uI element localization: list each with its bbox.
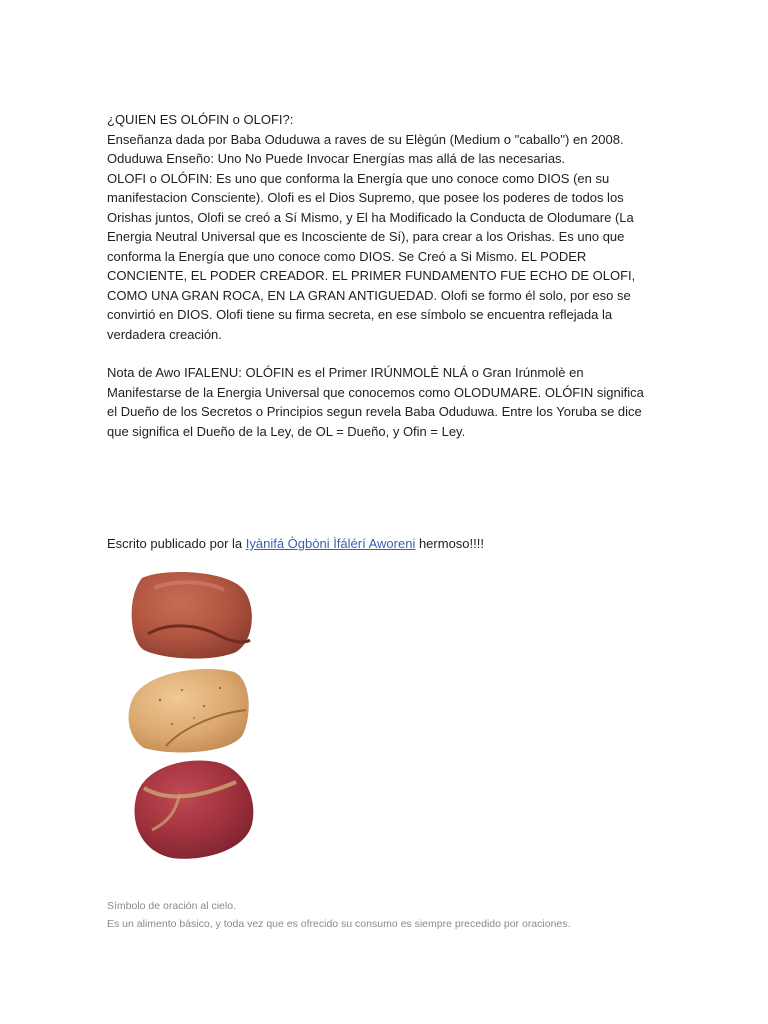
caption-line-2: Es un alimento básico, y toda vez que es ofrecido su consumo es siempre precedido por oraciones. xyxy=(107,917,571,930)
seed-top xyxy=(132,572,252,659)
image-caption xyxy=(107,898,570,933)
text-line: manifestacion Consciente). Olofi es el Dios Supremo, que posee los poderes de todos los xyxy=(107,190,624,205)
caption-line-1: Símbolo de oración al cielo. xyxy=(107,900,236,912)
kola-nut-image xyxy=(124,568,264,868)
heading-line: ¿QUIEN ES OLÓFIN o OLOFI?: xyxy=(107,112,294,127)
author-link[interactable]: Iyànifá Ògbòni Ìfálérí Aworeni xyxy=(245,536,416,551)
text-line: Nota de Awo IFALENU: OLÓFIN es el Primer IRÚNMOLÈ NLÁ o Gran Irúnmolè en xyxy=(107,365,584,380)
paragraph-nota-awo xyxy=(107,363,667,441)
published-by-line xyxy=(107,534,484,554)
seed-bottom xyxy=(135,761,254,859)
text-line: Manifestarse de la Energia Universal que conocemos como OLODUMARE. OLÓFIN significa xyxy=(107,384,644,400)
text-line: que significa el Dueño de la Ley, de OL = Dueño, y Ofin = Ley. xyxy=(107,423,466,439)
paragraph-olofi xyxy=(107,110,667,344)
text-line: conforma la Energía que uno conoce como DIOS. Se Creó a Si Mismo. EL PODER xyxy=(107,248,587,264)
seed-middle xyxy=(129,669,249,752)
text-line: Enseñanza dada por Baba Oduduwa a raves de su Elègún (Medium o "caballo") en 2008. xyxy=(107,131,624,147)
text-line: Oduduwa Enseño: Uno No Puede Invocar Energías mas allá de las necesarias. xyxy=(107,151,566,166)
article-body xyxy=(107,110,667,441)
text-line: OLOFI o OLÓFIN: Es uno que conforma la Energía que uno conoce como DIOS (en su xyxy=(107,170,610,186)
text-line: CONCIENTE, EL PODER CREADOR. EL PRIMER FUNDAMENTO FUE ECHO DE OLOFI, xyxy=(107,268,636,283)
text-line: verdadera creación. xyxy=(107,326,222,342)
text-line: COMO UNA GRAN ROCA, EN LA GRAN ANTIGUEDAD. Olofi se formo él solo, por eso se xyxy=(107,287,631,303)
published-prefix: Escrito publicado por la xyxy=(107,536,246,551)
text-line: Energia Neutral Universal que es Incosciente de Sí), para crear a los Orishas. Es uno que xyxy=(107,229,625,244)
text-line: Orishas juntos, Olofi se creó a Sí Mismo, y El ha Modificado la Conducta de Olodumare (La xyxy=(107,209,634,225)
text-line: convirtió en DIOS. Olofi tiene su firma secreta, en ese símbolo se encuentra reflejada la xyxy=(107,307,613,322)
text-line: el Dueño de los Secretos o Principios segun revela Baba Oduduwa. Entre los Yoruba se dice xyxy=(107,404,642,419)
published-suffix: hermoso!!!! xyxy=(415,536,484,551)
